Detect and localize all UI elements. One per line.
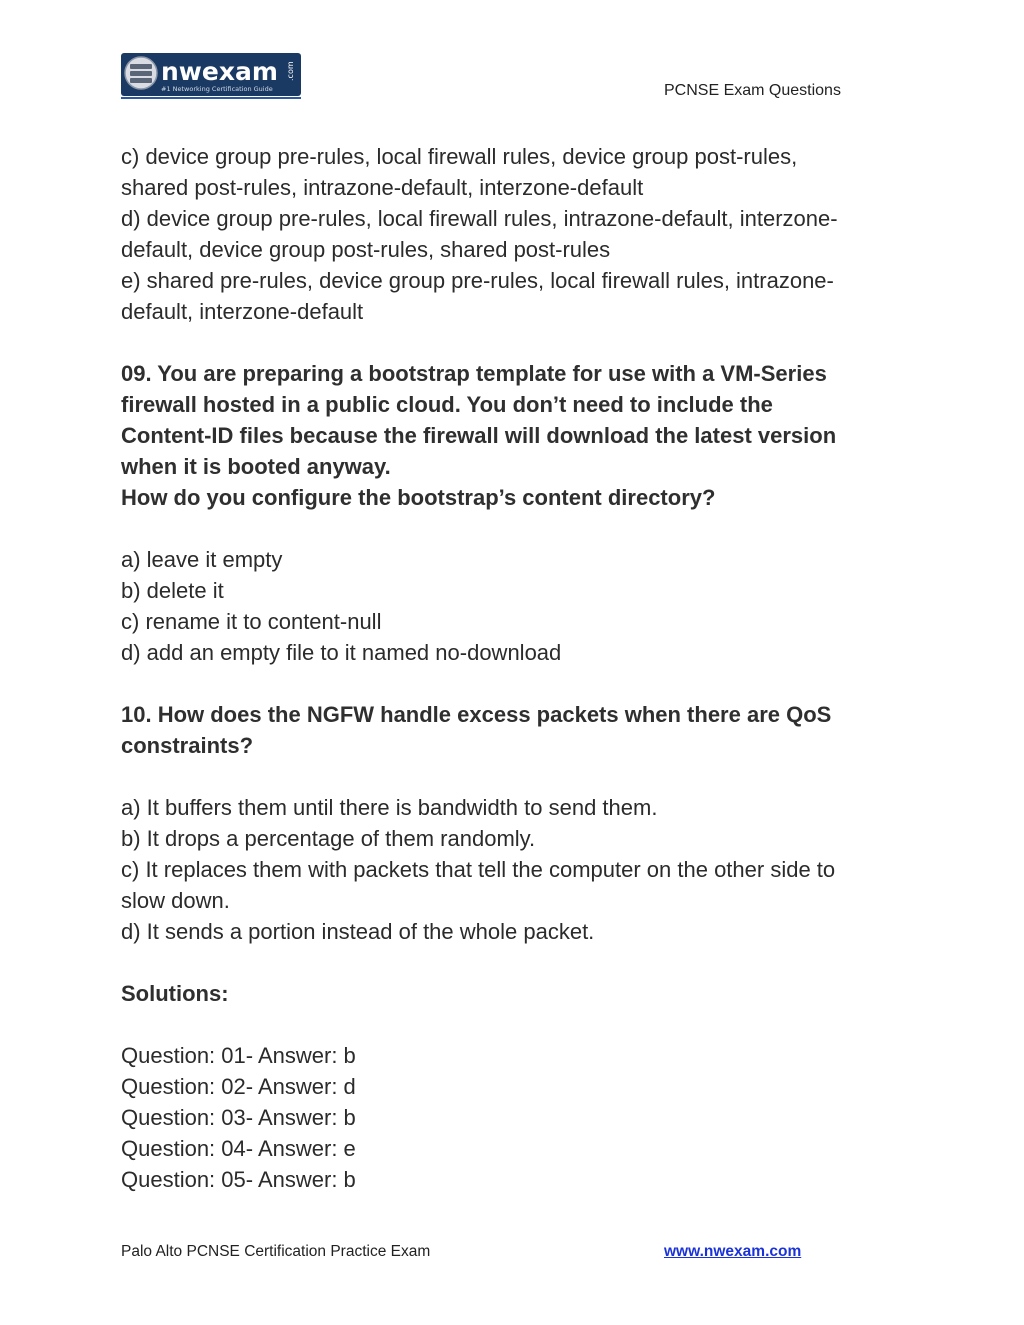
footer-website-link[interactable]: www.nwexam.com	[664, 1243, 802, 1260]
question-10-line: constraints?	[121, 733, 254, 758]
prev-option-line: d) device group pre-rules, local firewall rules, intrazone-default, interzone-	[121, 206, 838, 231]
question-9-option: d) add an empty file to it named no-download	[121, 640, 562, 665]
logo-tagline: #1 Networking Certification Guide	[161, 85, 273, 93]
prev-option-line: default, device group post-rules, shared post-rules	[121, 237, 611, 262]
question-9-option: b) delete it	[121, 578, 224, 603]
page-content	[121, 141, 901, 1195]
question-10-option: c) It replaces them with packets that tell the computer on the other side to	[121, 857, 836, 882]
question-10-option: a) It buffers them until there is bandwidth to send them.	[121, 795, 658, 820]
footer-text: Palo Alto PCNSE Certification Practice Exam	[121, 1243, 431, 1260]
question-9-line: Content-ID files because the firewall will download the latest version	[121, 423, 837, 448]
question-9-option: a) leave it empty	[121, 547, 283, 572]
header-title: PCNSE Exam Questions	[664, 82, 841, 99]
prev-option-line: shared post-rules, intrazone-default, interzone-default	[121, 175, 644, 200]
solution-answer: Question: 02- Answer: d	[121, 1074, 356, 1099]
solution-answer: Question: 03- Answer: b	[121, 1105, 356, 1130]
logo-tld-text: .com	[286, 61, 295, 81]
question-10-option: b) It drops a percentage of them randomly.	[121, 826, 536, 851]
question-9-option: c) rename it to content-null	[121, 609, 382, 634]
question-9-line: when it is booted anyway.	[121, 454, 391, 479]
solution-answer: Question: 05- Answer: b	[121, 1167, 356, 1192]
question-10-option: slow down.	[121, 888, 230, 913]
logo-brand-text: nwexam	[161, 57, 278, 86]
question-9-line: 09. You are preparing a bootstrap template for use with a VM-Series	[121, 361, 827, 386]
question-9-line: firewall hosted in a public cloud. You don’t need to include the	[121, 392, 773, 417]
solution-answer: Question: 04- Answer: e	[121, 1136, 356, 1161]
nwexam-logo	[121, 53, 301, 100]
prev-option-line: default, interzone-default	[121, 299, 364, 324]
prev-option-line: c) device group pre-rules, local firewall rules, device group post-rules,	[121, 144, 798, 169]
question-10-line: 10. How does the NGFW handle excess packets when there are QoS	[121, 702, 832, 727]
solutions-heading: Solutions:	[121, 981, 229, 1006]
prev-option-line: e) shared pre-rules, device group pre-rules, local firewall rules, intrazone-	[121, 268, 834, 293]
question-10-option: d) It sends a portion instead of the whole packet.	[121, 919, 595, 944]
question-9-line: How do you configure the bootstrap’s content directory?	[121, 485, 716, 510]
solution-answer: Question: 01- Answer: b	[121, 1043, 356, 1068]
